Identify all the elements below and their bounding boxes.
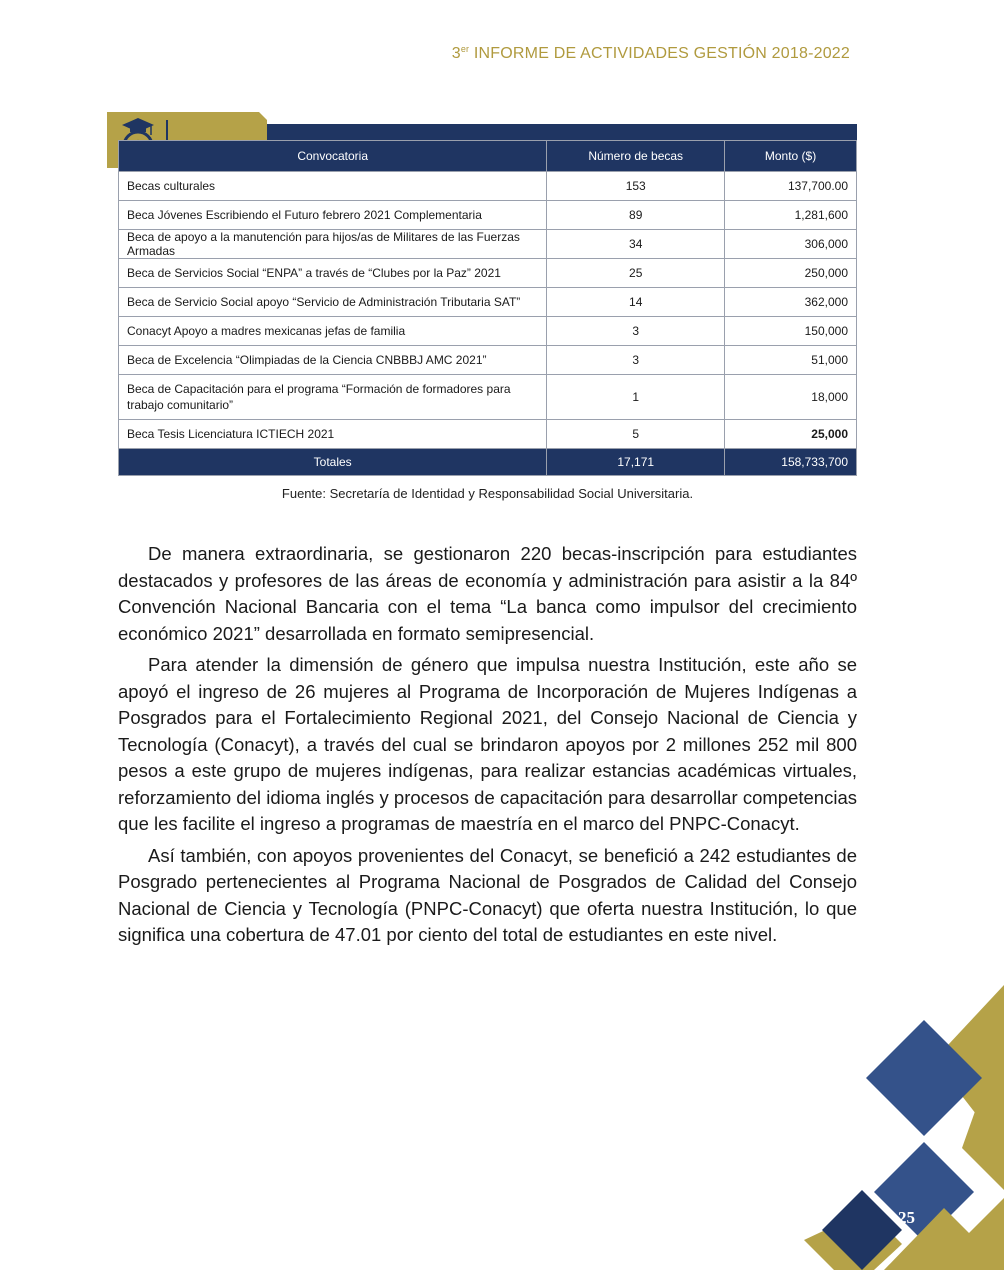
row-amount: 25,000 [725,420,857,449]
row-name: Becas culturales [119,172,547,201]
row-count: 5 [547,420,725,449]
totals-label: Totales [119,449,547,476]
row-count: 34 [547,230,725,259]
totals-amount: 158,733,700 [725,449,857,476]
header-ordinal-sup: er [460,44,470,54]
col-header-count: Número de becas [547,141,725,172]
row-name: Beca Jóvenes Escribiendo el Futuro febrero 2021 Complementaria [119,201,547,230]
row-name: Beca Tesis Licenciatura ICTIECH 2021 [119,420,547,449]
row-amount: 18,000 [725,375,857,420]
decorative-diamonds [784,970,1004,1270]
page-header [452,44,850,63]
row-count: 25 [547,259,725,288]
table-header-row [119,141,857,172]
table-row [119,346,857,375]
table-row [119,172,857,201]
row-count: 89 [547,201,725,230]
row-amount: 1,281,600 [725,201,857,230]
header-title: INFORME DE ACTIVIDADES GESTIÓN 2018-2022 [473,45,850,62]
paragraph: De manera extraordinaria, se gestionaron 220 becas-inscripción para estudiantes destacados y profesores de las áreas de economía y administración para asistir a la 84º Convención Nacional Bancaria con el tema “La banca como impulsor del crecimiento económico 2021” desarrollada en formato semipresencial. [118,543,857,644]
row-amount: 362,000 [725,288,857,317]
col-header-convocatoria: Convocatoria [119,141,547,172]
table-row [119,288,857,317]
table-row [119,375,857,420]
row-amount: 306,000 [725,230,857,259]
col-header-amount: Monto ($) [725,141,857,172]
table-row [119,259,857,288]
row-name: Beca de apoyo a la manutención para hijos/as de Militares de las Fuerzas Armadas [119,230,547,259]
row-amount: 150,000 [725,317,857,346]
row-count: 3 [547,346,725,375]
table-top-bar [258,124,857,140]
totals-count: 17,171 [547,449,725,476]
table-row [119,420,857,449]
table-source: Fuente: Secretaría de Identidad y Responsabilidad Social Universitaria. [281,486,694,501]
row-name: Beca de Servicio Social apoyo “Servicio de Administración Tributaria SAT” [119,288,547,317]
row-count: 3 [547,317,725,346]
row-name: Conacyt Apoyo a madres mexicanas jefas de familia [119,317,547,346]
row-count: 14 [547,288,725,317]
row-count: 1 [547,375,725,420]
table-row [119,230,857,259]
row-amount: 51,000 [725,346,857,375]
row-count: 153 [547,172,725,201]
body-text [118,541,857,954]
row-name: Beca de Servicios Social “ENPA” a través de “Clubes por la Paz” 2021 [119,259,547,288]
table-row [119,201,857,230]
scholarship-table [118,140,857,476]
table-row [119,317,857,346]
paragraph: Para atender la dimensión de género que impulsa nuestra Institución, este año se apoyó el ingreso de 26 mujeres al Programa de Incorporación de Mujeres Indígenas a Posgrados para el Fortalecimiento Regional 2021, del Consejo Nacional de Ciencia y Tecnología (Conacyt), a través del cual se brindaron apoyos por 2 millones 252 mil 800 pesos a este grupo de mujeres indígenas, para realizar estancias académicas virtuales, reforzamiento del idioma inglés y procesos de capacitación para desarrollar competencias que les facilite el ingreso a programas de maestría en el marco del PNPC-Conacyt. [118,654,857,834]
page-number: 25 [898,1208,915,1227]
row-amount: 137,700.00 [725,172,857,201]
row-amount: 250,000 [725,259,857,288]
header-ordinal: 3 [451,45,461,62]
paragraph: Así también, con apoyos provenientes del Conacyt, se benefició a 242 estudiantes de Posgrado pertenecientes al Programa Nacional de Posgrados de Calidad del Consejo Nacional de Ciencia y Tecnología (PNPC-Conacyt) que oferta nuestra Institución, lo que significa una cobertura de 47.01 por ciento del total de estudiantes en este nivel. [118,844,857,945]
row-name: Beca de Capacitación para el programa “Formación de formadores para trabajo comunitario” [119,375,547,420]
totals-row [119,449,857,476]
row-name: Beca de Excelencia “Olimpiadas de la Ciencia CNBBBJ AMC 2021” [119,346,547,375]
